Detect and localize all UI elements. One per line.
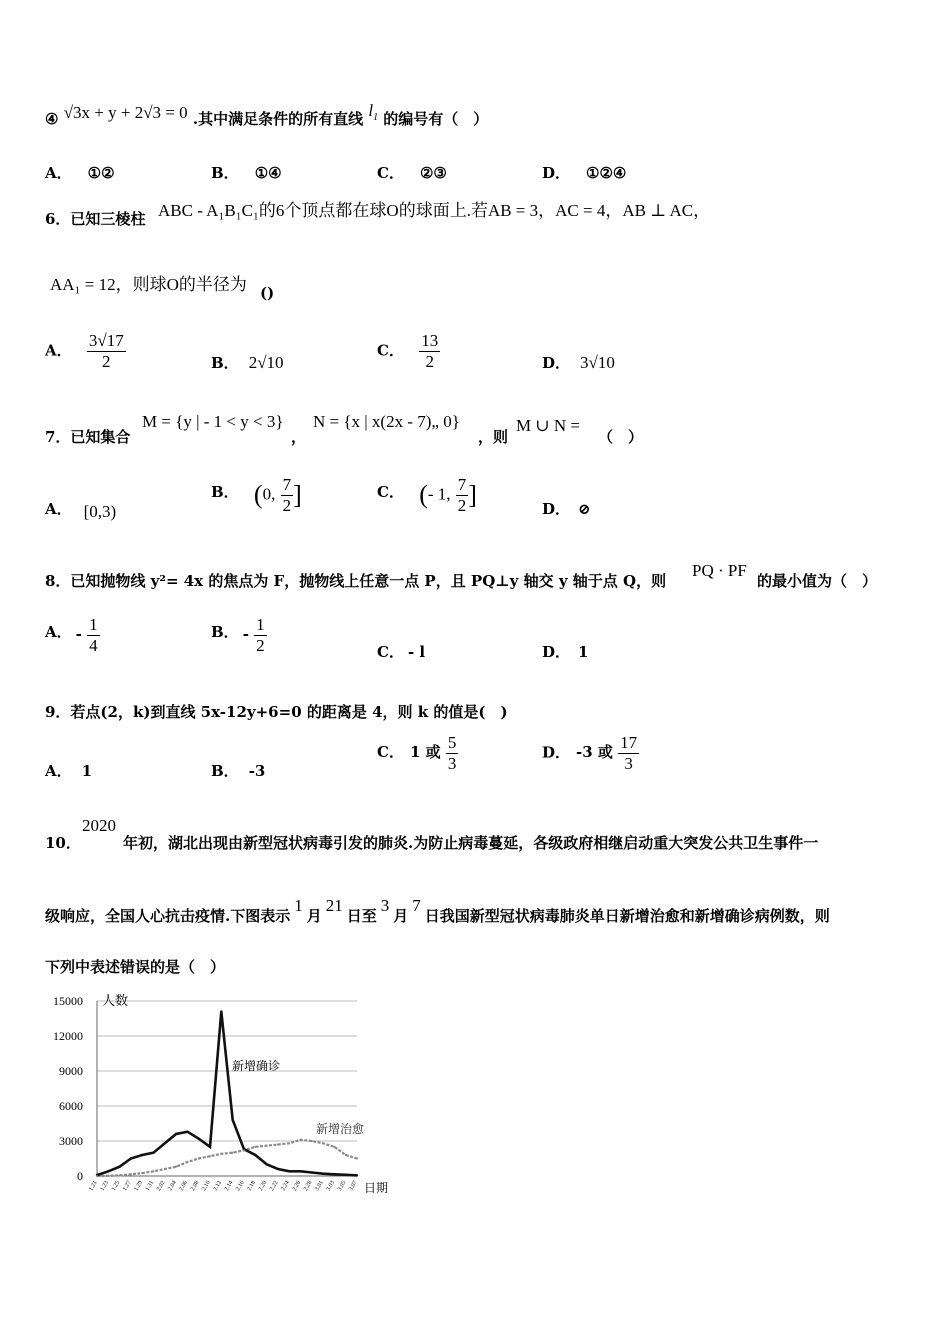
- q8-option-d[interactable]: D． 1: [542, 643, 589, 661]
- q5-text: .其中满足条件的所有直线: [192, 110, 364, 128]
- cured-point: [209, 1155, 211, 1157]
- confirmed-point: [344, 1174, 346, 1176]
- confirmed-point: [107, 1170, 109, 1172]
- x-tick-label: 2.02: [156, 1180, 167, 1193]
- q6-a-numerator: 3√17: [88, 331, 124, 350]
- q5-option-a[interactable]: A． ①②: [45, 164, 115, 182]
- x-tick-label: 1.29: [133, 1180, 144, 1193]
- confirmed-point: [164, 1142, 166, 1144]
- x-tick-label: 2.18: [246, 1180, 257, 1193]
- q5-equation: √3x + y + 2√3 = 0: [63, 103, 188, 122]
- x-tick-label: 1.31: [144, 1180, 156, 1193]
- cured-point: [232, 1152, 234, 1154]
- y-tick-label: 15000: [53, 994, 83, 1008]
- confirmed-point: [209, 1146, 211, 1148]
- cured-point: [141, 1172, 143, 1174]
- confirmed-point: [299, 1170, 301, 1172]
- confirmed-point: [356, 1174, 358, 1176]
- q6-stem-1: ABC - A₁B₁C₁的6个顶点都在球O的球面上.若AB = 3，AC = 4，AB ⊥ AC，: [158, 201, 711, 220]
- cured-point: [175, 1166, 177, 1168]
- x-tick-label: 3.07: [348, 1180, 359, 1193]
- x-tick-label: 1.21: [88, 1180, 99, 1193]
- confirmed-point: [141, 1154, 143, 1156]
- cured-point: [299, 1139, 301, 1141]
- y-tick-label: 12000: [53, 1029, 83, 1043]
- cured-point: [119, 1174, 121, 1176]
- q7-set-n: N = {x | x(2x - 7)„ 0}: [313, 412, 460, 431]
- q7-number: 7．已知集合: [45, 428, 131, 446]
- cured-point: [266, 1145, 268, 1147]
- confirmed-point: [118, 1165, 120, 1167]
- q8-option-c[interactable]: C． - l: [377, 643, 426, 661]
- covid-line-chart: [42, 985, 392, 1200]
- x-tick-label: 2.08: [190, 1180, 201, 1193]
- x-tick-label: 2.06: [178, 1180, 190, 1193]
- q8-option-b[interactable]: B． - $\frac{1}{2}$: [211, 615, 265, 655]
- x-tick-label: 3.03: [325, 1180, 337, 1193]
- q10-month-1: 1: [294, 896, 303, 915]
- label-confirmed: 新增确诊: [232, 1059, 281, 1073]
- q9-option-d[interactable]: D． -3 或 $\frac{17}{3}$: [542, 733, 638, 773]
- x-tick-label: 3.01: [314, 1180, 325, 1193]
- x-tick-label: 2.22: [269, 1180, 280, 1193]
- q6-stem-2: AA₁ = 12，则球O的半径为: [50, 275, 247, 294]
- q10-number: 10．: [45, 834, 81, 852]
- q10-line-1: 年初，湖北出现由新型冠状病毒引发的肺炎.为防止病毒蔓延，各级政府相继启动重大突发公共卫生事件一: [123, 834, 819, 852]
- q7-option-a[interactable]: A． [0,3): [45, 500, 117, 521]
- q5-option-b[interactable]: B． ①④: [211, 164, 282, 182]
- q7-paren: （ ）: [598, 428, 644, 446]
- q7-comma: ，: [291, 428, 307, 446]
- q10-month-2: 3: [380, 896, 390, 915]
- x-tick-label: 3.05: [336, 1180, 348, 1193]
- q7-then: ，则: [478, 428, 509, 446]
- q8-option-a[interactable]: A． - $\frac{1}{4}$: [45, 615, 98, 655]
- confirmed-point: [231, 1119, 233, 1121]
- q5-line-name: $l_1$: [368, 101, 379, 123]
- cured-point: [311, 1140, 313, 1142]
- confirmed-point: [130, 1157, 132, 1159]
- q9-option-c[interactable]: C． 1 或 $\frac{5}{3}$: [377, 733, 457, 773]
- cured-point: [186, 1161, 188, 1163]
- confirmed-point: [322, 1172, 324, 1174]
- cured-point: [96, 1175, 98, 1177]
- q6-option-d[interactable]: D． 3√10: [542, 353, 615, 372]
- confirmed-point: [220, 1010, 222, 1012]
- q6-a-denominator: 2: [87, 351, 126, 371]
- q9-option-b[interactable]: B． -3: [211, 762, 266, 780]
- cured-point: [153, 1170, 155, 1172]
- confirmed-point: [333, 1173, 335, 1175]
- q8-expr: PQ · PF: [692, 561, 747, 580]
- q7-expr: M ∪ N =: [516, 416, 580, 435]
- x-tick-label: 1.23: [99, 1180, 111, 1193]
- confirmed-point: [186, 1130, 188, 1132]
- cured-point: [198, 1158, 200, 1160]
- cured-point: [107, 1175, 109, 1177]
- cured-point: [356, 1158, 358, 1160]
- y-tick-label: 9000: [59, 1064, 83, 1078]
- q6-option-c[interactable]: C． $\frac{13}{2}$: [377, 331, 439, 371]
- label-cured: 新增治愈: [316, 1122, 365, 1136]
- q10-day-2: 7: [412, 896, 421, 915]
- q5-option-c[interactable]: C． ②③: [377, 164, 447, 182]
- q10-year: 2020: [82, 816, 116, 835]
- y-tick-label: 0: [77, 1169, 83, 1183]
- q6-option-a[interactable]: A． $\frac{3√17}{2}$: [45, 331, 124, 371]
- x-tick-label: 2.24: [280, 1180, 291, 1193]
- y-tick-label: 6000: [59, 1099, 83, 1113]
- cured-point: [164, 1168, 166, 1170]
- y-axis-label: 人数: [102, 993, 129, 1008]
- cured-point: [345, 1154, 347, 1156]
- cured-point: [333, 1146, 335, 1148]
- x-tick-label: 2.20: [257, 1180, 269, 1193]
- x-axis-label: 日期: [364, 1181, 389, 1195]
- confirmed-point: [175, 1133, 177, 1135]
- q5-text2: 的编号有（ ）: [383, 110, 489, 128]
- cured-point: [288, 1142, 290, 1144]
- cured-point: [220, 1153, 222, 1155]
- cured-point: [254, 1146, 256, 1148]
- q7-option-b[interactable]: B． (0, $\frac{7}{2}$ ]: [211, 475, 302, 515]
- q10-line-2: 级响应，全国人心抗击疫情.下图表示1月21日至3月7日我国新型冠状病毒肺炎单日新增治愈和新增确诊病例数，则: [45, 896, 830, 925]
- x-tick-label: 2.26: [291, 1180, 303, 1193]
- q5-option-d[interactable]: D． ①②④: [542, 164, 627, 182]
- x-tick-label: 2.16: [235, 1180, 246, 1193]
- q9-stem: 9．若点(2，k)到直线 5x-12y+6=0 的距离是 4，则 k 的值是( ): [45, 703, 508, 721]
- confirmed-point: [152, 1151, 154, 1153]
- cured-point: [130, 1173, 132, 1175]
- x-tick-label: 2.10: [201, 1180, 212, 1193]
- confirmed-point: [311, 1171, 313, 1173]
- confirmed-point: [265, 1163, 267, 1165]
- x-tick-label: 2.28: [303, 1180, 314, 1193]
- y-tick-label: 3000: [59, 1134, 83, 1148]
- q6-paren: (): [260, 284, 275, 302]
- q8-stem: 8．已知抛物线 y²= 4x 的焦点为 F，抛物线上任意一点 P，且 PQ⊥y 轴交 y 轴于点 Q，则: [45, 572, 667, 590]
- q8-tail: 的最小值为（ ）: [757, 572, 878, 590]
- q10-day-1: 21: [325, 896, 343, 915]
- q6-number: 6．已知三棱柱: [45, 210, 146, 228]
- confirmed-point: [254, 1154, 256, 1156]
- confirmed-point: [288, 1170, 290, 1172]
- q5-tail-stem: [45, 101, 489, 129]
- cured-point: [322, 1142, 324, 1144]
- q6-option-b[interactable]: B． 2√10: [211, 353, 284, 372]
- x-tick-label: 2.04: [167, 1180, 178, 1193]
- x-tick-label: 2.12: [212, 1180, 224, 1193]
- confirmed-point: [198, 1137, 200, 1139]
- q9-option-a[interactable]: A． 1: [45, 762, 93, 780]
- cured-point: [277, 1144, 279, 1146]
- q7-set-m: M = {y | - 1 < y < 3}: [142, 412, 284, 431]
- confirmed-point: [277, 1168, 279, 1170]
- circled-four: ④: [45, 110, 59, 128]
- q10-line-3: 下列中表述错误的是（ ）: [45, 958, 226, 976]
- cured-point: [243, 1149, 245, 1151]
- x-tick-label: 2.14: [223, 1180, 235, 1193]
- q7-option-d[interactable]: D． ⊘: [542, 500, 591, 518]
- x-tick-label: 1.27: [122, 1180, 133, 1193]
- q7-option-c[interactable]: C． (- 1, $\frac{7}{2}$ ]: [377, 475, 477, 515]
- x-tick-label: 1.25: [110, 1180, 122, 1193]
